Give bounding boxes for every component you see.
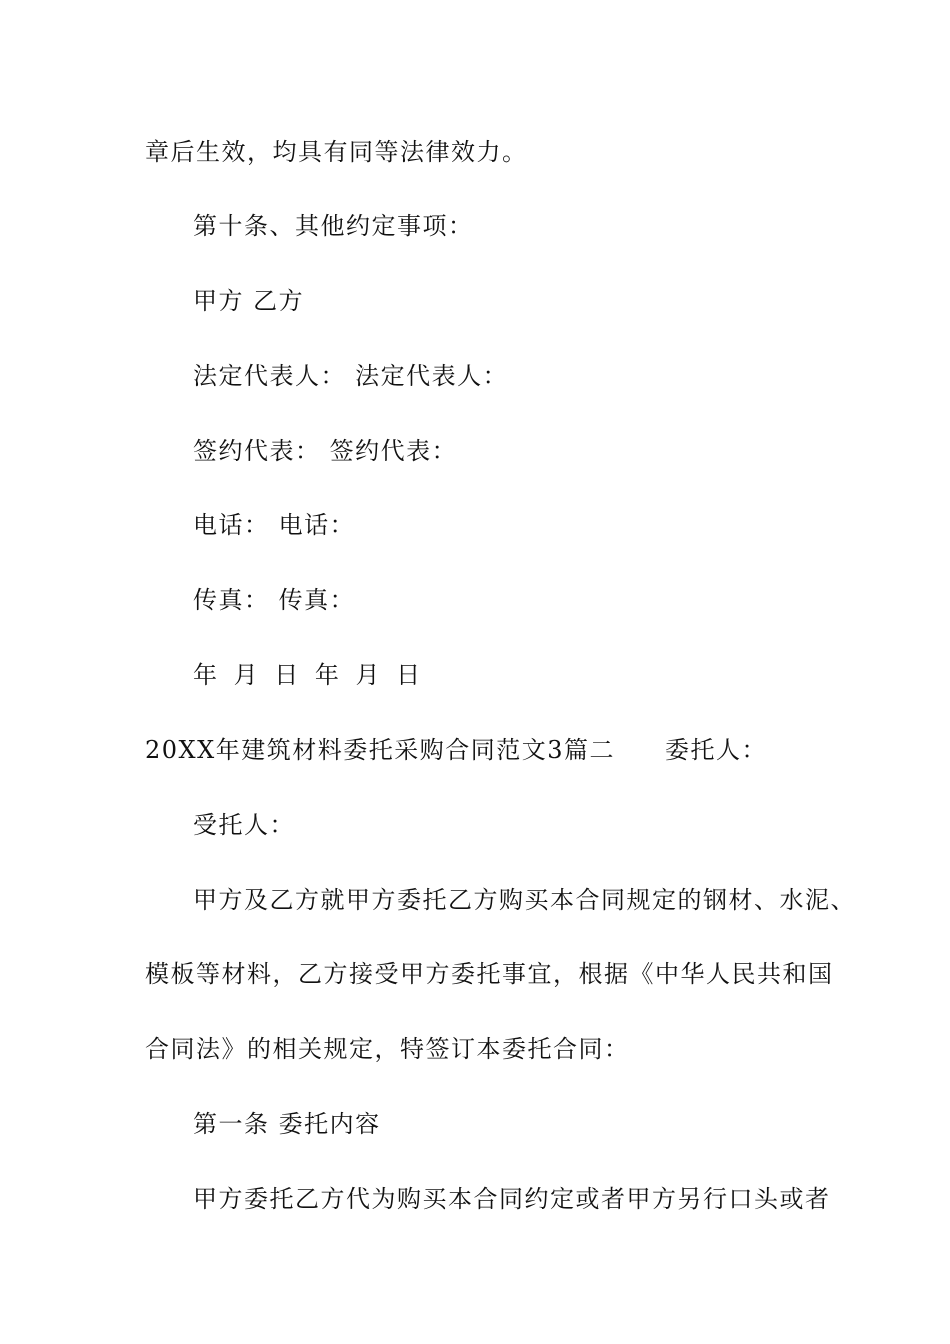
clause-1-body-line-1: 甲方委托乙方代为购买本合同约定或者甲方另行口头或者: [193, 1185, 831, 1213]
section-title: 20XX年建筑材料委托采购合同范文3篇二: [145, 736, 615, 764]
clause-10-heading: 第十条、其他约定事项：: [193, 212, 474, 240]
fax-labels: 传真： 传真：: [193, 586, 356, 614]
signing-representative-labels: 签约代表： 签约代表：: [193, 437, 458, 465]
agent-label: 受托人：: [193, 811, 295, 839]
principal-label: 委托人：: [664, 736, 767, 764]
legal-representative-labels: 法定代表人： 法定代表人：: [193, 362, 509, 390]
body-paragraph-line-2: 模板等材料，乙方接受甲方委托事宜，根据《中华人民共和国: [145, 960, 834, 988]
phone-labels: 电话： 电话：: [193, 511, 356, 539]
date-labels: 年 月 日 年 月 日: [193, 661, 425, 689]
body-paragraph-line-1: 甲方及乙方就甲方委托乙方购买本合同规定的钢材、水泥、: [193, 886, 856, 914]
body-line-1: 章后生效，均具有同等法律效力。: [145, 138, 528, 166]
party-labels: 甲方 乙方: [193, 287, 305, 315]
clause-1-heading: 第一条 委托内容: [193, 1110, 381, 1138]
section-title-line: [145, 735, 767, 765]
body-paragraph-line-3: 合同法》的相关规定，特签订本委托合同：: [145, 1035, 630, 1063]
